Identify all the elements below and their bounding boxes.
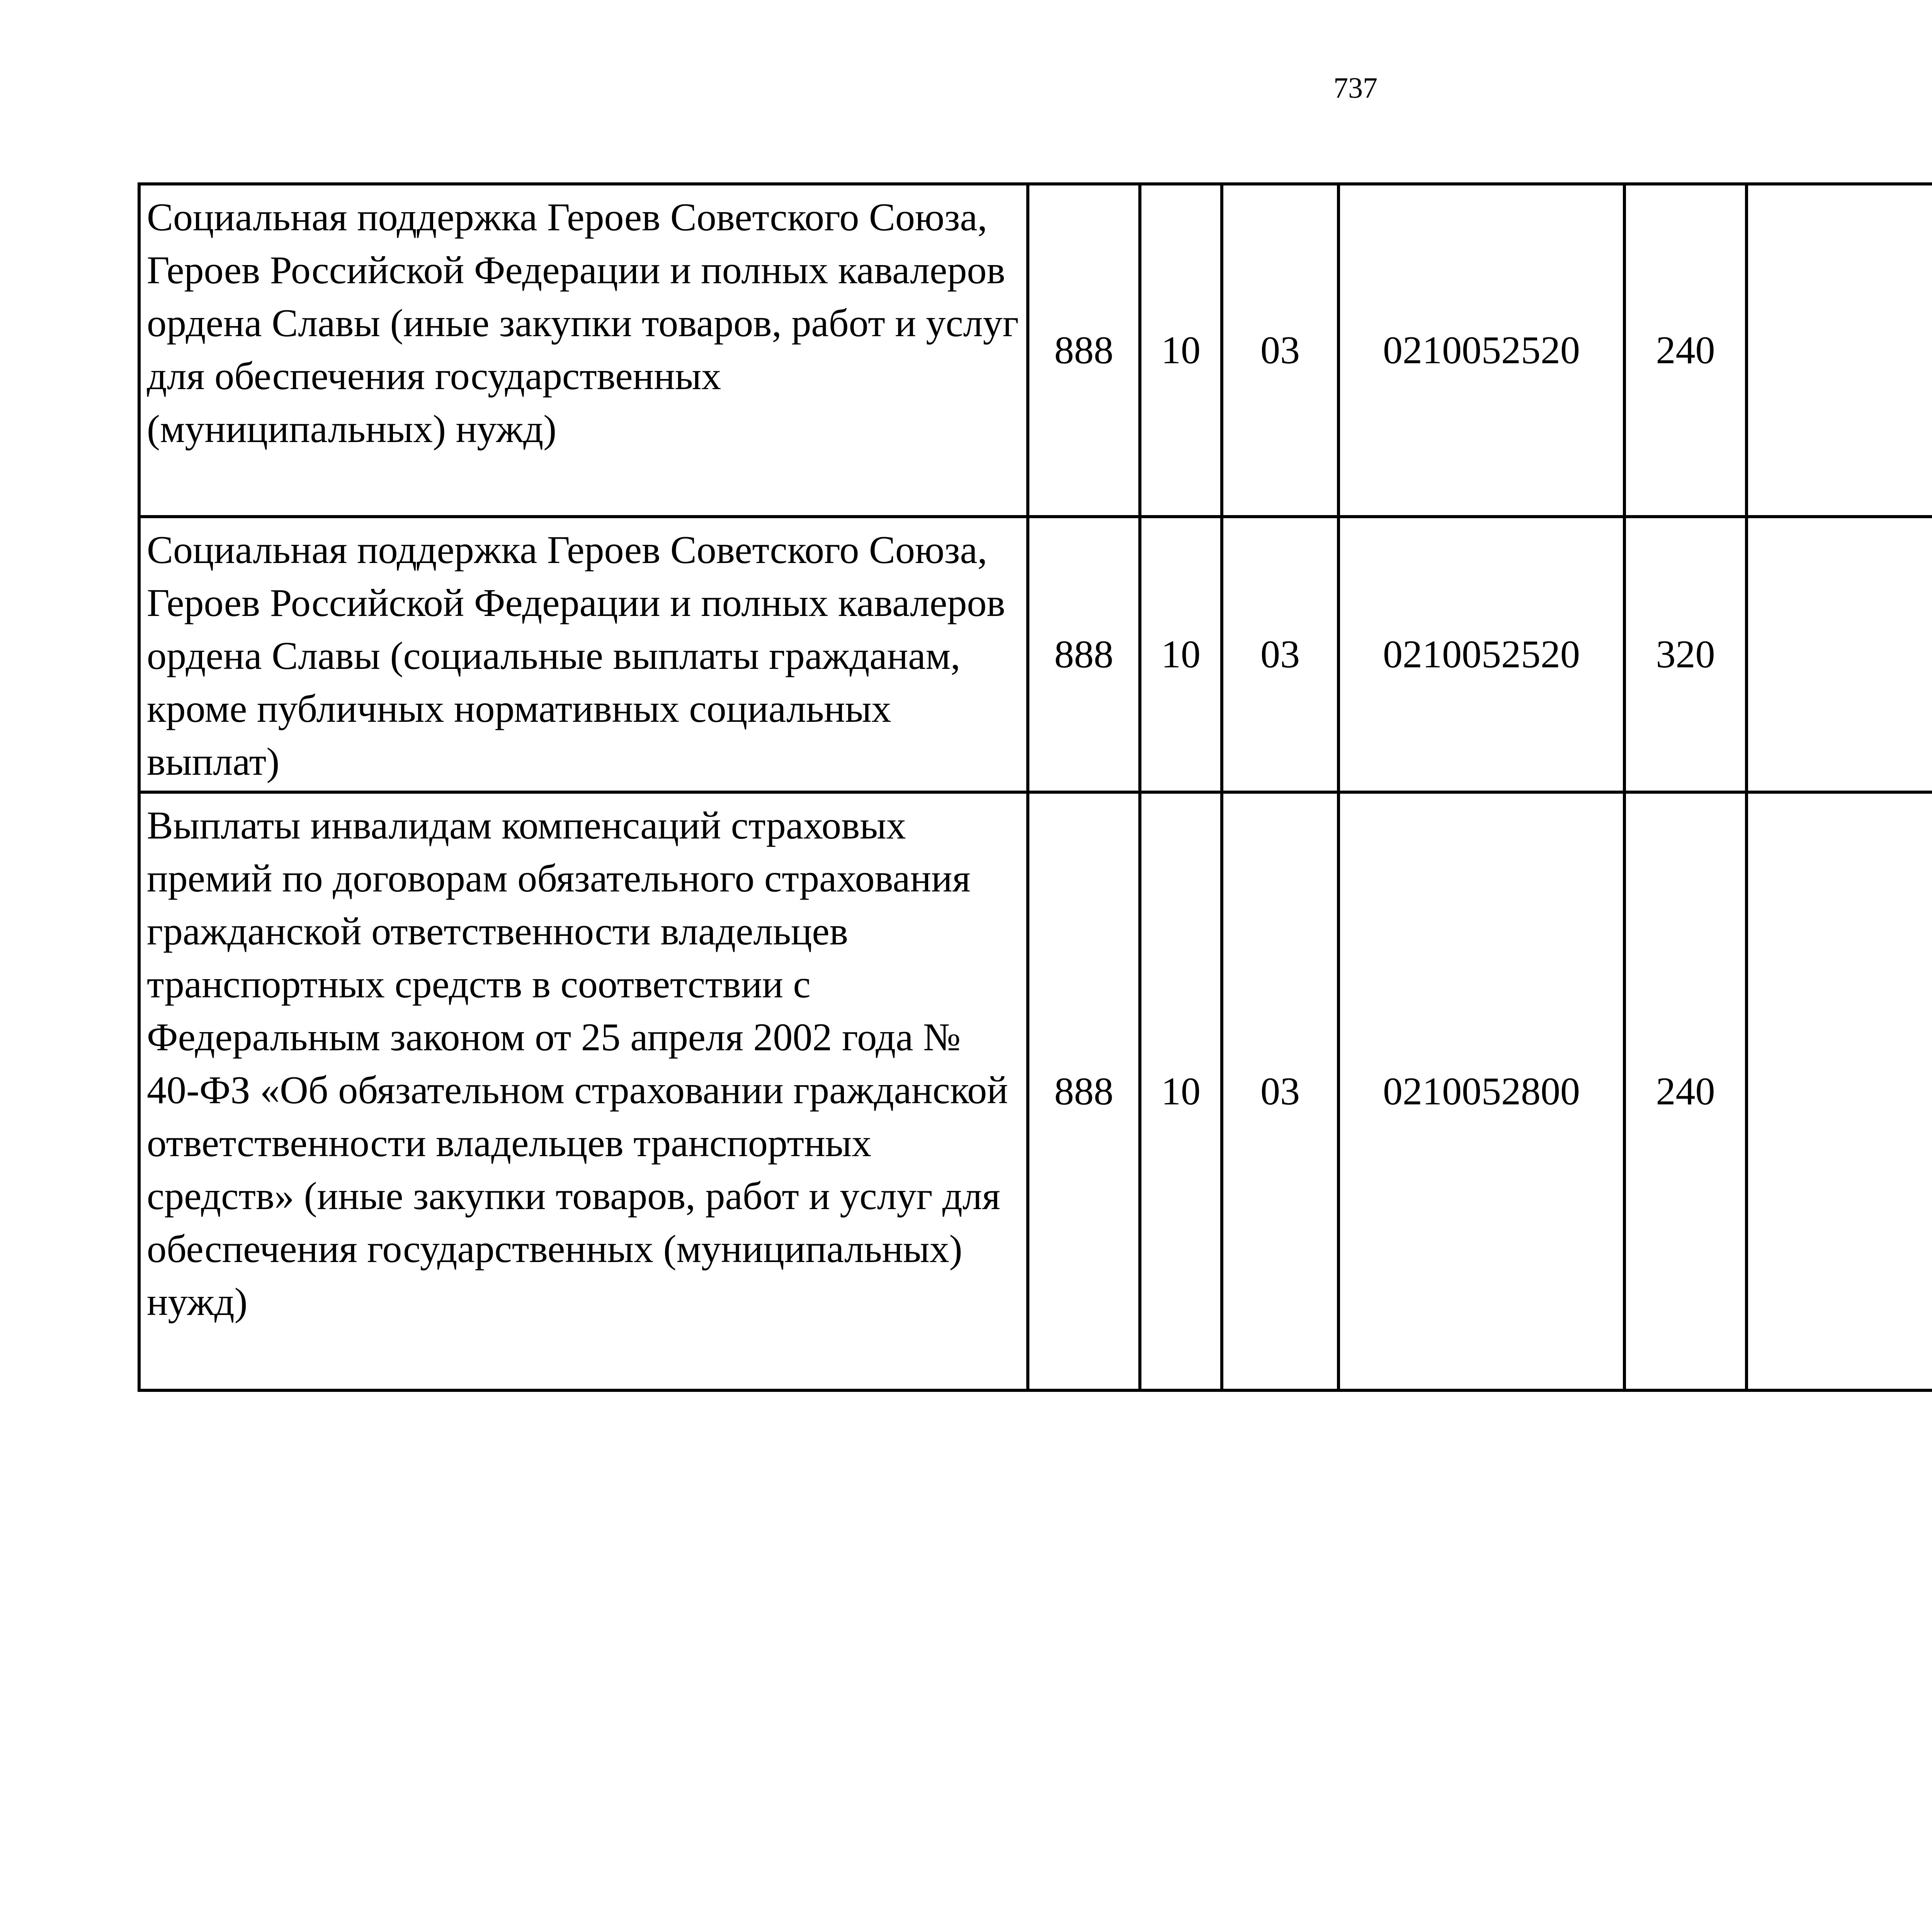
amount-1 [1747,792,1932,1390]
subsection-code: 03 [1222,184,1338,517]
expense-type-code: 320 [1624,517,1747,792]
target-article-code: 0210052520 [1338,517,1624,792]
target-article-code: 0210052520 [1338,184,1624,517]
section-code: 10 [1140,517,1222,792]
expense-type-code: 240 [1624,792,1747,1390]
row-description: Социальная поддержка Героев Советского Союза, Героев Российской Федерации и полных кавалеров ордена Славы (иные закупки товаров, работ и услуг для обеспечения государственных (муниципальных) нужд) [139,184,1028,517]
table-row [139,517,1932,792]
amount-1 [1747,184,1932,517]
section-code: 10 [1140,184,1222,517]
ministry-code: 888 [1028,792,1140,1390]
row-description: Социальная поддержка Героев Советского Союза, Героев Российской Федерации и полных кавалеров ордена Славы (социальные выплаты гражданам, кроме публичных нормативных социальных выплат) [139,517,1028,792]
budget-table [138,182,1932,1392]
table-row [139,792,1932,1390]
page-number: 737 [1333,72,1378,104]
subsection-code: 03 [1222,517,1338,792]
ministry-code: 888 [1028,184,1140,517]
table-row [139,184,1932,517]
section-code: 10 [1140,792,1222,1390]
row-description: Выплаты инвалидам компенсаций страховых премий по договорам обязательного страхования гражданской ответственности владельцев транспортных средств в соответствии с Федеральным законом от 25 апреля 2002 года № 40-ФЗ «Об обязательном страховании гражданской ответственности владельцев транспортных средств» (иные закупки товаров, работ и услуг для обеспечения государственных (муниципальных) нужд) [139,792,1028,1390]
target-article-code: 0210052800 [1338,792,1624,1390]
expense-type-code: 240 [1624,184,1747,517]
subsection-code: 03 [1222,792,1338,1390]
amount-1 [1747,517,1932,792]
ministry-code: 888 [1028,517,1140,792]
